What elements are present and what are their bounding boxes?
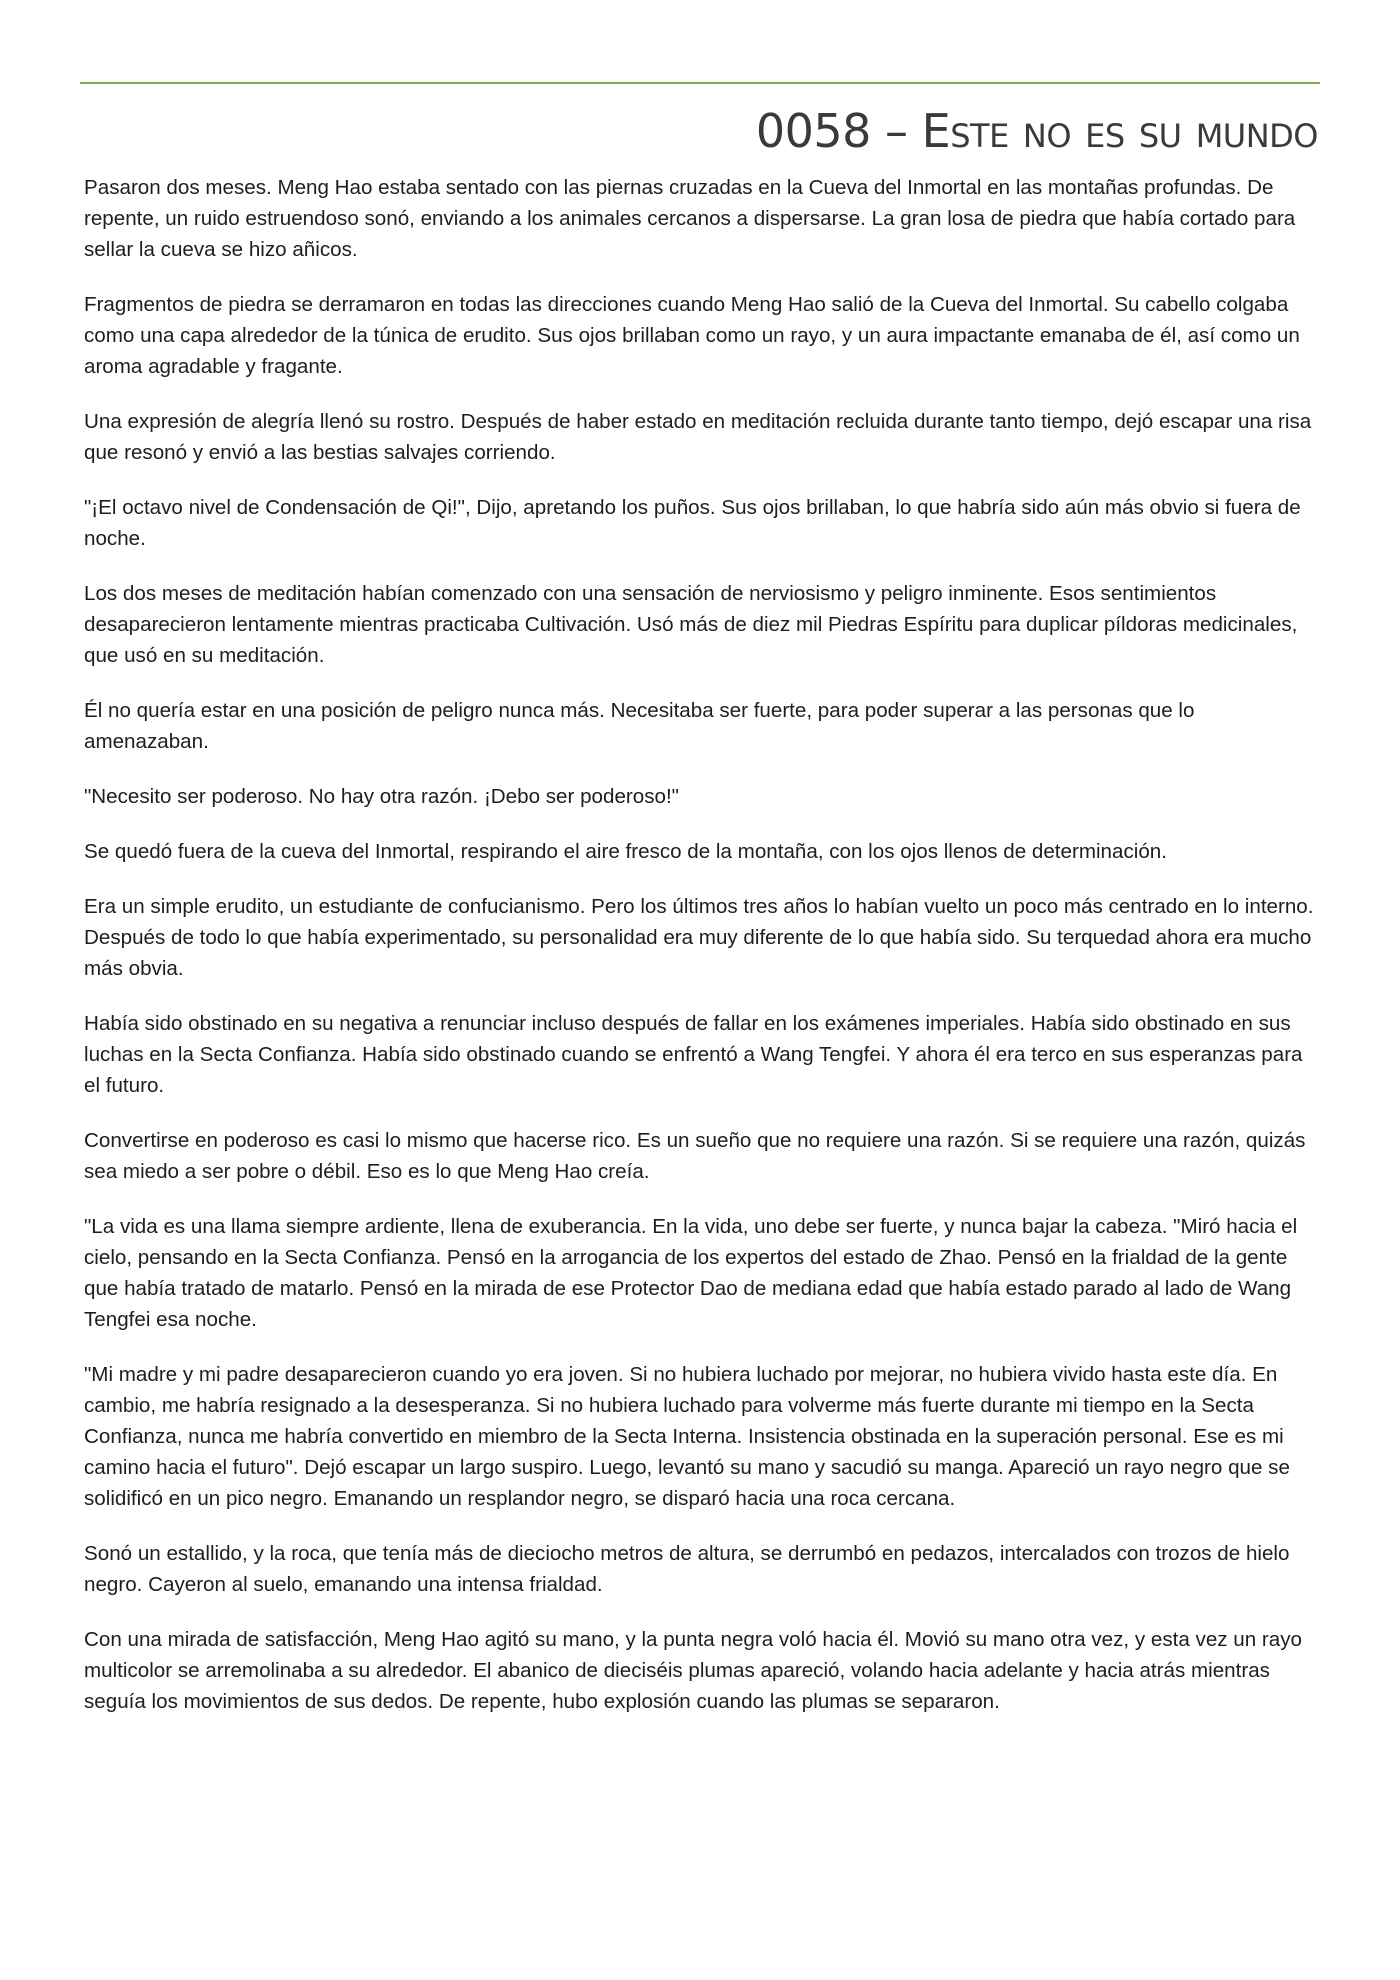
paragraph: Pasaron dos meses. Meng Hao estaba sentado con las piernas cruzadas en la Cueva del Inmortal en las montañas profundas. De repente, un ruido estruendoso sonó, enviando a los animales cercanos a dispersarse. La gran losa de piedra que había cortado para sellar la cueva se hizo añicos. xyxy=(84,176,1296,261)
chapter-title-dash: – xyxy=(885,104,908,158)
paragraph: "¡El octavo nivel de Condensación de Qi!", Dijo, apretando los puños. Sus ojos brillaban, lo que habría sido aún más obvio si fuera de noche. xyxy=(84,496,1301,550)
paragraph: Sonó un estallido, y la roca, que tenía más de dieciocho metros de altura, se derrumbó en pedazos, intercalados con trozos de hielo negro. Cayeron al suelo, emanando una intensa frialdad. xyxy=(84,1542,1290,1596)
chapter-body xyxy=(84,172,1324,1741)
header-rule xyxy=(80,82,1320,84)
chapter-title-text: Este no es su mundo xyxy=(921,104,1318,158)
paragraph: Una expresión de alegría llenó su rostro. Después de haber estado en meditación recluida durante tanto tiempo, dejó escapar una risa que resonó y envió a las bestias salvajes corriendo. xyxy=(84,410,1312,464)
paragraph: Los dos meses de meditación habían comenzado con una sensación de nerviosismo y peligro inminente. Esos sentimientos desaparecieron lentamente mientras practicaba Cultivación. Usó más de diez mil Piedras Espíritu para duplicar píldoras medicinales, que usó en su meditación. xyxy=(84,582,1298,667)
paragraph: Se quedó fuera de la cueva del Inmortal, respirando el aire fresco de la montaña, con los ojos llenos de determinación. xyxy=(84,840,1167,863)
chapter-title xyxy=(756,96,1318,166)
paragraph: Convertirse en poderoso es casi lo mismo que hacerse rico. Es un sueño que no requiere una razón. Si se requiere una razón, quizás sea miedo a ser pobre o débil. Eso es lo que Meng Hao creía. xyxy=(84,1129,1306,1183)
chapter-number: 0058 xyxy=(755,104,871,158)
paragraph: Era un simple erudito, un estudiante de confucianismo. Pero los últimos tres años lo habían vuelto un poco más centrado en lo interno. Después de todo lo que había experimentado, su personalidad era muy diferente de lo que había sido. Su terquedad ahora era mucho más obvia. xyxy=(84,895,1314,980)
paragraph: "Necesito ser poderoso. No hay otra razón. ¡Debo ser poderoso!" xyxy=(84,785,679,808)
paragraph: Fragmentos de piedra se derramaron en todas las direcciones cuando Meng Hao salió de la Cueva del Inmortal. Su cabello colgaba como una capa alrededor de la túnica de erudito. Sus ojos brillaban como un rayo, y un aura impactante emanaba de él, así como un aroma agradable y fragante. xyxy=(84,293,1300,378)
paragraph: Él no quería estar en una posición de peligro nunca más. Necesitaba ser fuerte, para poder superar a las personas que lo amenazaban. xyxy=(84,699,1195,753)
paragraph: Con una mirada de satisfacción, Meng Hao agitó su mano, y la punta negra voló hacia él. Movió su mano otra vez, y esta vez un rayo multicolor se arremolinaba a su alrededor. El abanico de dieciséis plumas apareció, volando hacia adelante y hacia atrás mientras seguía los movimientos de sus dedos. De repente, hubo explosión cuando las plumas se separaron. xyxy=(84,1628,1302,1713)
paragraph: "Mi madre y mi padre desaparecieron cuando yo era joven. Si no hubiera luchado por mejorar, no hubiera vivido hasta este día. En cambio, me habría resignado a la desesperanza. Si no hubiera luchado para volverme más fuerte durante mi tiempo en la Secta Confianza, nunca me habría convertido en miembro de la Secta Interna. Insistencia obstinada en la superación personal. Ese es mi camino hacia el futuro". Dejó escapar un largo suspiro. Luego, levantó su mano y sacudió su manga. Apareció un rayo negro que se solidificó en un pico negro. Emanando un resplandor negro, se disparó hacia una roca cercana. xyxy=(84,1363,1290,1510)
paragraph: "La vida es una llama siempre ardiente, llena de exuberancia. En la vida, uno debe ser fuerte, y nunca bajar la cabeza. "Miró hacia el cielo, pensando en la Secta Confianza. Pensó en la arrogancia de los expertos del estado de Zhao. Pensó en la frialdad de la gente que había tratado de matarlo. Pensó en la mirada de ese Protector Dao de mediana edad que había estado parado al lado de Wang Tengfei esa noche. xyxy=(84,1215,1298,1331)
paragraph: Había sido obstinado en su negativa a renunciar incluso después de fallar en los exámenes imperiales. Había sido obstinado en sus luchas en la Secta Confianza. Había sido obstinado cuando se enfrentó a Wang Tengfei. Y ahora él era terco en sus esperanzas para el futuro. xyxy=(84,1012,1303,1097)
